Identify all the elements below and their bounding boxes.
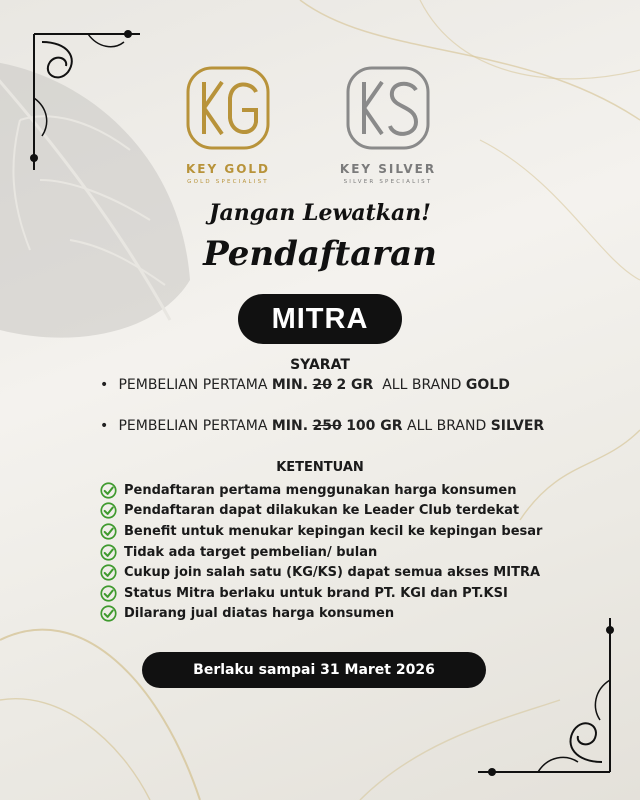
requirement-item (100, 377, 510, 393)
rule-text: Cukup join salah satu (KG/KS) dapat semua akses MITRA (124, 565, 541, 581)
rule-text: Benefit untuk menukar kepingan kecil ke kepingan besar (124, 523, 543, 539)
brand-name: KEY SILVER (339, 162, 437, 176)
rule-text: Pendaftaran pertama menggunakan harga konsumen (124, 482, 517, 498)
check-circle-icon (100, 585, 117, 602)
bullet-icon: • (100, 418, 109, 434)
syarat-heading: SYARAT (290, 357, 350, 373)
list-item (100, 480, 542, 501)
corner-ornament-bottom-right (468, 610, 618, 780)
check-circle-icon (100, 502, 117, 519)
list-item (100, 542, 542, 563)
validity-banner: Berlaku sampai 31 Maret 2026 (142, 652, 486, 688)
list-item (100, 604, 542, 625)
requirement-new-value: 2 GR (336, 377, 374, 393)
rule-text: Pendaftaran dapat dilakukan ke Leader Club terdekat (124, 503, 520, 519)
ketentuan-heading: KETENTUAN (276, 460, 364, 475)
check-circle-icon (100, 544, 117, 561)
rule-text: Dilarang jual diatas harga konsumen (124, 606, 395, 622)
list-item (100, 521, 542, 542)
mitra-badge: MITRA (238, 294, 402, 344)
key-gold-logo (168, 58, 288, 185)
corner-ornament-top-left (28, 28, 148, 178)
kg-monogram-icon (178, 58, 278, 158)
rule-text: Status Mitra berlaku untuk brand PT. KGI dan PT.KSI (124, 585, 508, 601)
rule-text: Tidak ada target pembelian/ bulan (124, 544, 378, 560)
requirement-new-value: 100 GR (346, 418, 403, 434)
check-circle-icon (100, 523, 117, 540)
brand-subtitle: SILVER SPECIALIST (343, 179, 433, 185)
brand-subtitle: GOLD SPECIALIST (187, 179, 269, 185)
page-title: Pendaftaran (203, 234, 437, 274)
list-item (100, 562, 542, 583)
check-circle-icon (100, 482, 117, 499)
brand-name: KEY GOLD (185, 162, 271, 176)
requirement-prefix: PEMBELIAN PERTAMA (118, 418, 268, 434)
ks-monogram-icon (338, 58, 438, 158)
requirement-min-label: MIN. (271, 418, 309, 434)
requirement-item (100, 418, 544, 434)
requirement-mid: ALL BRAND (382, 377, 462, 393)
requirement-brand: GOLD (465, 377, 510, 393)
requirement-old-value: 250 (312, 418, 342, 434)
requirement-mid: ALL BRAND (407, 418, 487, 434)
requirement-prefix: PEMBELIAN PERTAMA (118, 377, 268, 393)
ketentuan-list (100, 480, 542, 624)
list-item (100, 501, 542, 522)
list-item (100, 583, 542, 604)
check-circle-icon (100, 564, 117, 581)
requirement-old-value: 20 (312, 377, 332, 393)
tagline: Jangan Lewatkan! (209, 200, 431, 226)
key-silver-logo (328, 58, 448, 185)
bullet-icon: • (100, 377, 109, 393)
requirement-min-label: MIN. (271, 377, 309, 393)
check-circle-icon (100, 605, 117, 622)
requirement-brand: SILVER (490, 418, 545, 434)
